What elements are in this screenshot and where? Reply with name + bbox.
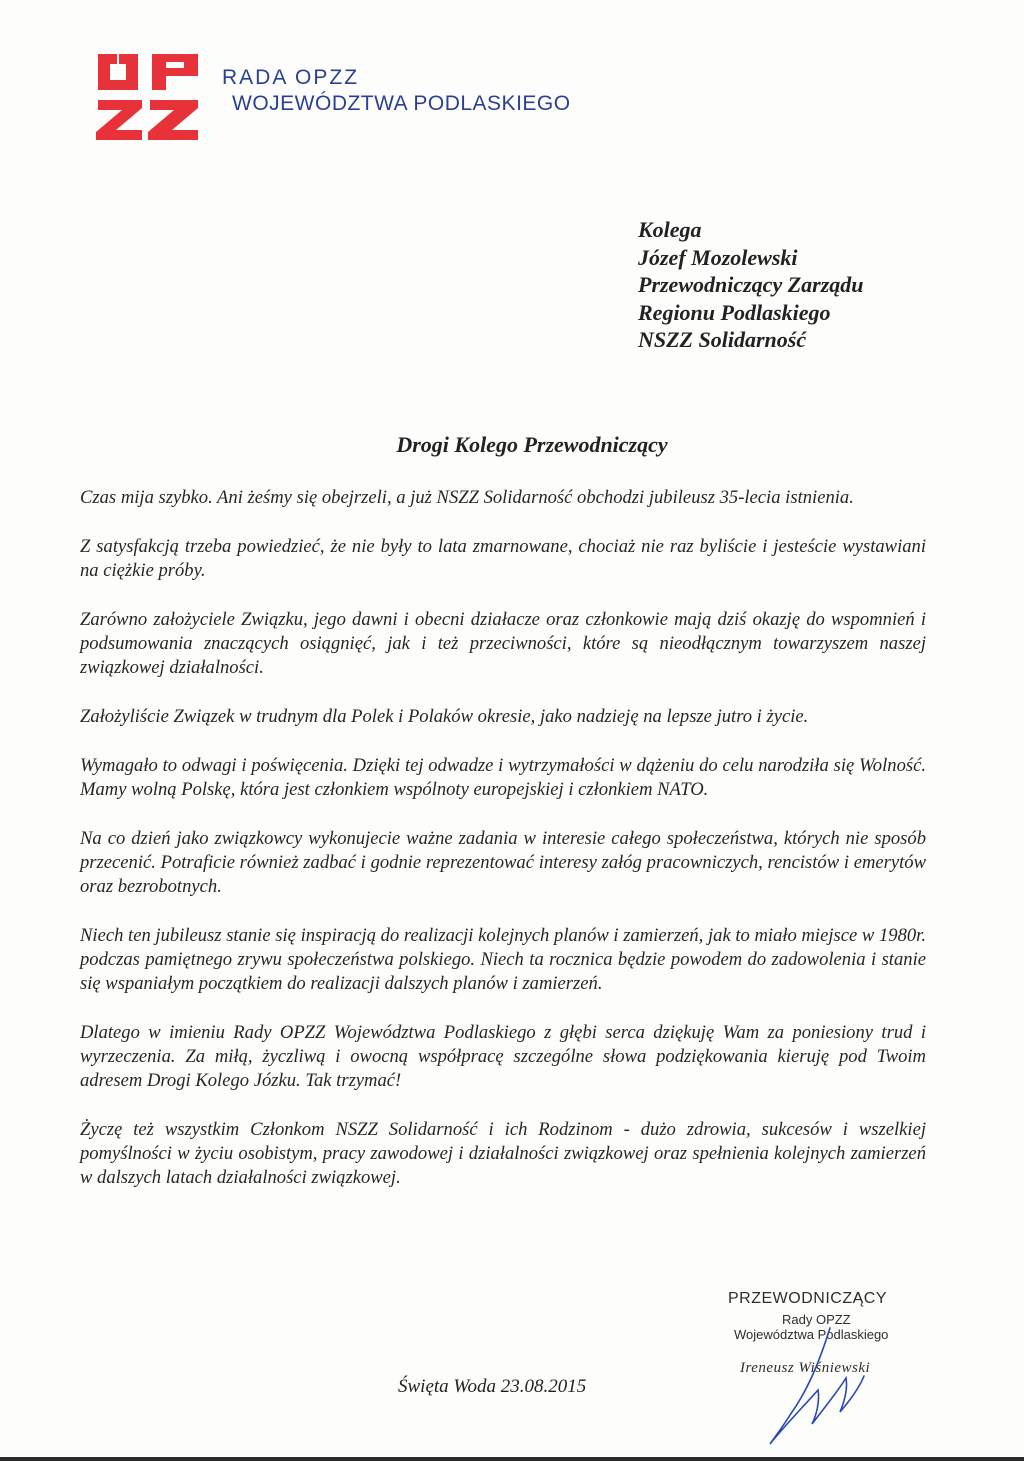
salutation: Drogi Kolego Przewodniczący: [396, 432, 668, 457]
signatory-org-line: Województwa Podlaskiego: [734, 1327, 889, 1342]
body-paragraph: Niech ten jubileusz stanie się inspiracją do realizacji kolejnych planów i zamierzeń, jak to miało miejsce w 1980r. podczas pamiętnego zrywu społeczeństwa polskiego. Niech ta rocznica będzie powodem do zadowolenia i stanie się wspaniałym początkiem do realizacji dalszych planów i zamierzeń.: [80, 925, 926, 994]
recipient-line: NSZZ Solidarność: [638, 327, 807, 352]
place-and-date: Święta Woda 23.08.2015: [398, 1376, 587, 1397]
body-paragraph: Życzę też wszystkim Członkom NSZZ Solidarność i ich Rodzinom - dużo zdrowia, sukcesów i wszelkiej pomyślności w życiu osobistym, pracy zawodowej i działalności związkowej oraz spełnienia kolejnych zamierzeń w dalszych latach działalności związkowej.: [80, 1119, 926, 1188]
body-paragraph: Czas mija szybko. Ani żeśmy się obejrzeli, a już NSZZ Solidarność obchodzi jubileusz 35-lecia istnienia.: [80, 487, 854, 508]
letter-body: [80, 486, 926, 1215]
organization-name: RADA OPZZ: [222, 66, 360, 89]
signatory-org-line: Rady OPZZ: [782, 1312, 851, 1327]
handwritten-signature-icon: [760, 1320, 900, 1450]
recipient-line: Przewodniczący Zarządu: [638, 272, 864, 297]
body-paragraph: Z satysfakcją trzeba powiedzieć, że nie były to lata zmarnowane, chociaż nie raz byliście i jesteście wystawiani na ciężkie próby.: [80, 536, 926, 581]
recipient-address: [638, 216, 998, 354]
recipient-line: Regionu Podlaskiego: [638, 299, 831, 325]
body-paragraph: Wymagało to odwagi i poświęcenia. Dzięki tej odwadze i wytrzymałości w dążeniu do celu narodziła się Wolność. Mamy wolną Polskę, która jest członkiem wspólnoty europejskiej i członkiem NATO.: [80, 755, 926, 800]
body-paragraph: Założyliście Związek w trudnym dla Polek i Polaków okresie, jako nadzieję na lepsze jutro i życie.: [80, 706, 809, 727]
recipient-line: Kolega: [638, 217, 702, 242]
recipient-line: Józef Mozolewski: [638, 244, 798, 270]
opzz-logo: [94, 50, 206, 142]
signatory-name: Ireneusz Wiśniewski: [740, 1360, 871, 1376]
body-paragraph: Zarówno założyciele Związku, jego dawni i obecni działacze oraz członkowie mają dziś okazję do wspomnień i podsumowania znaczących osiągnięć, jak i też przeciwności, które są nieodłącznym towarzyszem naszej związkowej działalności.: [80, 609, 926, 678]
body-paragraph: Dlatego w imieniu Rady OPZZ Województwa Podlaskiego z głębi serca dziękuję Wam za poniesiony trud i wyrzeczenia. Za miłą, życzliwą i owocną współpracę szczególne słowa podziękowania kieruję pod Twoim adresem Drogi Kolego Józku. Tak trzymać!: [80, 1022, 926, 1091]
organization-region: WOJEWÓDZTWA PODLASKIEGO: [232, 92, 571, 115]
signatory-title: PRZEWODNICZĄCY: [728, 1290, 887, 1307]
signature-block: [720, 1290, 980, 1440]
letterhead: [94, 50, 714, 150]
scan-edge: [0, 1457, 1024, 1461]
body-paragraph: Na co dzień jako związkowcy wykonujecie ważne zadania w interesie całego społeczeństwa, których nie sposób przecenić. Potraficie również zadbać i godnie reprezentować interesy załóg pracowniczych, rencistów i emerytów oraz bezrobotnych.: [80, 828, 926, 897]
